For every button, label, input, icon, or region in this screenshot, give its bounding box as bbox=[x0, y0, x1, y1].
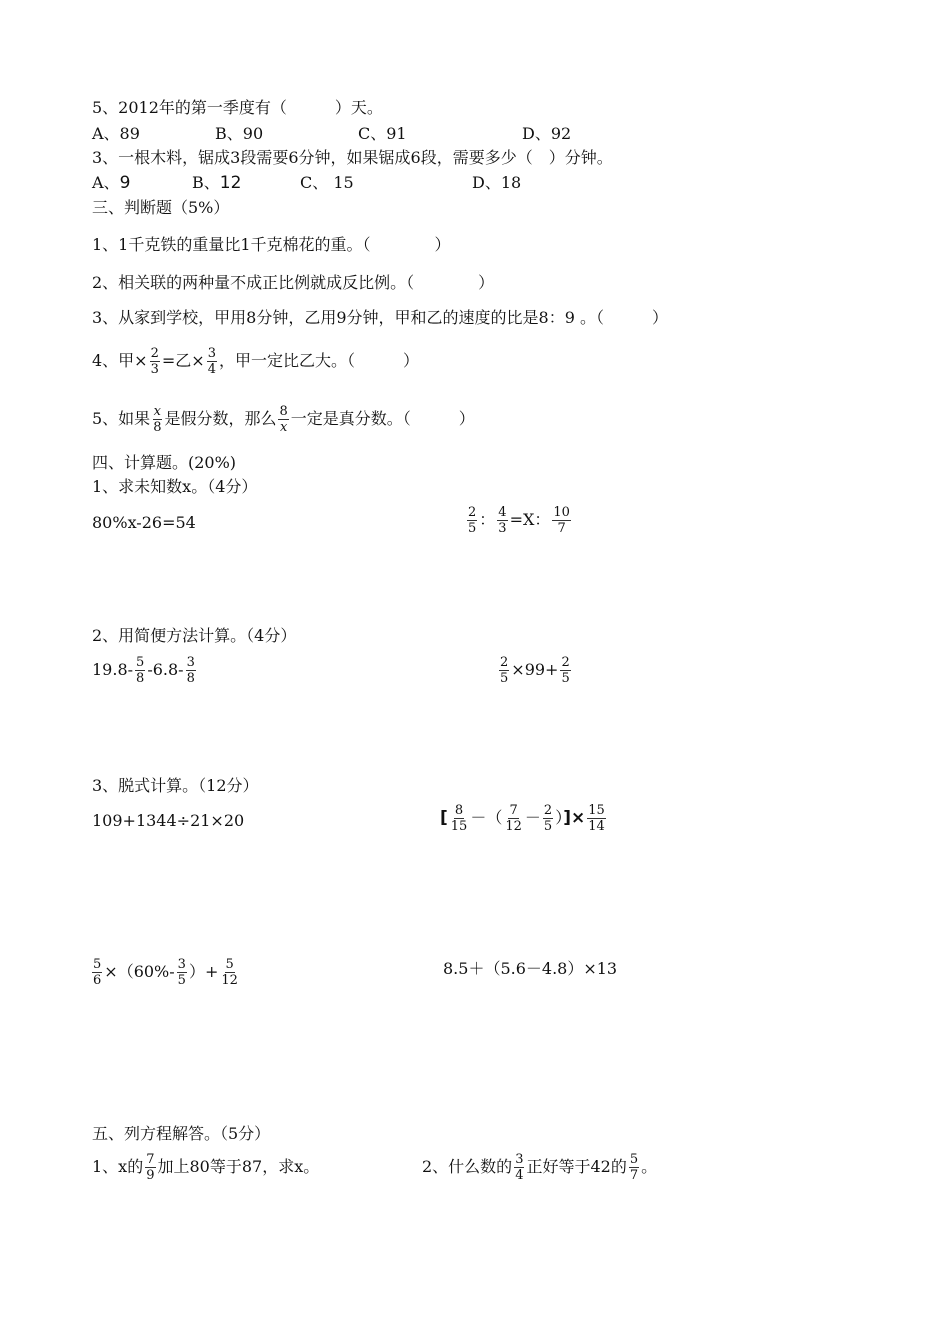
judge-q1: 1、1千克铁的重量比1千克棉花的重。（ ） bbox=[92, 235, 451, 254]
fraction bbox=[135, 655, 145, 686]
calc-s2-e2 bbox=[497, 655, 573, 686]
fraction-denominator: 5 bbox=[561, 671, 570, 686]
equation-q2 bbox=[422, 1152, 657, 1183]
fraction bbox=[278, 404, 288, 435]
calc-s3-e2 bbox=[440, 803, 608, 834]
fraction-denominator: 7 bbox=[557, 521, 566, 536]
calc-s3-e3 bbox=[90, 957, 241, 988]
judge-q2: 2、相关联的两种量不成正比例就成反比例。（ ） bbox=[92, 273, 495, 292]
fraction-denominator: 8 bbox=[186, 671, 195, 686]
calc-s2-heading: 2、用简便方法计算。（4分） bbox=[92, 626, 297, 645]
left-bracket: [ bbox=[440, 808, 448, 828]
fraction bbox=[543, 803, 553, 834]
calc-s3-e4: 8.5＋（5.6－4.8）×13 bbox=[443, 959, 618, 978]
fraction bbox=[629, 1152, 639, 1183]
fraction bbox=[587, 803, 606, 834]
choice-q3-option-a-label: A、 bbox=[92, 173, 120, 192]
choice-q5-option-b: B、90 bbox=[215, 124, 264, 143]
choice-q3-option-c: C、 15 bbox=[300, 173, 354, 192]
choice-q3-text: 3、一根木料，锯成3段需要6分钟，如果锯成6段，需要多少（ ）分钟。 bbox=[92, 148, 613, 167]
judge-q5 bbox=[92, 404, 475, 435]
fraction-denominator: 5 bbox=[500, 671, 509, 686]
equation-q2-part-b: 正好等于42的 bbox=[526, 1157, 627, 1176]
fraction bbox=[450, 803, 469, 834]
calc-s2-e1-part-a: 19.8- bbox=[92, 660, 134, 679]
fraction-denominator: 12 bbox=[505, 819, 522, 834]
fraction-numerator: 2 bbox=[468, 505, 477, 520]
calc-s1-eq2 bbox=[465, 505, 573, 536]
fraction-numerator: 15 bbox=[588, 803, 605, 818]
fraction-numerator: 4 bbox=[498, 505, 507, 520]
judge-heading: 三、判断题（5%） bbox=[92, 198, 230, 217]
fraction-numerator: 5 bbox=[629, 1152, 639, 1167]
calc-s3-e3-part-a: ×（60%- bbox=[104, 962, 175, 981]
fraction-numerator: 3 bbox=[186, 655, 195, 670]
fraction bbox=[92, 957, 102, 988]
fraction-denominator: 5 bbox=[543, 819, 553, 834]
equation-q2-part-c: 。 bbox=[641, 1157, 658, 1176]
calc-s2-e2-part-b: ×99+ bbox=[511, 660, 559, 679]
calc-heading: 四、计算题。(20%) bbox=[92, 453, 237, 472]
equation-q1-part-b: 加上80等于87，求x。 bbox=[157, 1157, 320, 1176]
fraction-denominator bbox=[279, 420, 288, 435]
fraction-denominator: 3 bbox=[150, 362, 159, 377]
fraction-numerator: 7 bbox=[146, 1152, 155, 1167]
fraction bbox=[220, 957, 239, 988]
choice-q5-option-a: A、89 bbox=[92, 124, 140, 143]
fraction-denominator: 5 bbox=[468, 521, 477, 536]
fraction bbox=[467, 505, 477, 536]
calc-s1-eq2-mid: =X： bbox=[509, 510, 551, 529]
judge-q4 bbox=[92, 346, 419, 377]
calc-s3-e2-op1: －（ bbox=[470, 808, 503, 827]
fraction bbox=[504, 803, 523, 834]
calc-s1-eq1: 80%x-26=54 bbox=[92, 513, 196, 532]
fraction-numerator bbox=[153, 404, 162, 420]
fraction bbox=[152, 404, 162, 435]
fraction bbox=[499, 655, 509, 686]
judge-q3: 3、从家到学校，甲用8分钟，乙用9分钟，甲和乙的速度的比是8：9 。（ ） bbox=[92, 308, 668, 327]
fraction bbox=[514, 1152, 524, 1183]
fraction-denominator: 4 bbox=[515, 1168, 524, 1183]
judge-q4-part-a: 4、甲× bbox=[92, 351, 148, 370]
fraction-denominator: 9 bbox=[146, 1168, 155, 1183]
equation-q2-part-a: 2、什么数的 bbox=[422, 1157, 513, 1176]
equation-q1 bbox=[92, 1152, 319, 1183]
calc-s1-heading: 1、求未知数x。（4分） bbox=[92, 477, 258, 496]
choice-q5-option-d: D、92 bbox=[522, 124, 572, 143]
right-bracket-times: ]× bbox=[563, 808, 586, 828]
fraction-numerator: 3 bbox=[177, 957, 186, 972]
fraction bbox=[186, 655, 196, 686]
fraction-denominator: 6 bbox=[93, 973, 102, 988]
choice-q3-option-d: D、18 bbox=[472, 173, 522, 192]
fraction bbox=[145, 1152, 155, 1183]
calc-s3-e3-part-b: ）+ bbox=[188, 962, 219, 981]
variable-x: x bbox=[153, 404, 161, 419]
fraction-numerator: 2 bbox=[150, 346, 159, 361]
judge-q5-part-a: 5、如果 bbox=[92, 409, 151, 428]
fraction bbox=[560, 655, 570, 686]
equation-q1-part-a: 1、x的 bbox=[92, 1157, 144, 1176]
calc-s2-e1-part-b: -6.8- bbox=[147, 660, 184, 679]
fraction-numerator: 2 bbox=[561, 655, 570, 670]
fraction-denominator: 12 bbox=[221, 973, 238, 988]
fraction-numerator: 5 bbox=[93, 957, 102, 972]
judge-q5-part-c: 一定是真分数。（ ） bbox=[290, 409, 475, 428]
colon: ： bbox=[479, 510, 496, 529]
equation-heading: 五、列方程解答。（5分） bbox=[92, 1124, 271, 1143]
fraction-numerator: 3 bbox=[515, 1152, 524, 1167]
fraction-numerator: 8 bbox=[279, 404, 288, 419]
fraction-denominator: 14 bbox=[588, 819, 605, 834]
choice-q5-text: 5、2012年的第一季度有（ ）天。 bbox=[92, 98, 383, 117]
fraction-numerator: 5 bbox=[225, 957, 234, 972]
fraction-numerator: 5 bbox=[136, 655, 145, 670]
calc-s2-e1 bbox=[92, 655, 198, 686]
fraction-numerator: 2 bbox=[500, 655, 509, 670]
fraction-denominator: 5 bbox=[177, 973, 186, 988]
fraction-denominator: 8 bbox=[136, 671, 145, 686]
fraction-numerator: 2 bbox=[543, 803, 553, 818]
calc-s3-heading: 3、脱式计算。（12分） bbox=[92, 776, 259, 795]
fraction-numerator: 7 bbox=[509, 803, 518, 818]
judge-q4-part-c: ，甲一定比乙大。（ ） bbox=[218, 351, 419, 370]
fraction-numerator: 10 bbox=[553, 505, 570, 520]
fraction bbox=[150, 346, 160, 377]
right-paren: ） bbox=[555, 808, 564, 827]
fraction-numerator: 3 bbox=[207, 346, 216, 361]
fraction bbox=[207, 346, 217, 377]
choice-q3-option-b bbox=[192, 173, 241, 193]
choice-q3-option-a-value: 9 bbox=[119, 173, 131, 193]
calc-s3-e1: 109+1344÷21×20 bbox=[92, 811, 245, 830]
choice-q3-option-a bbox=[92, 173, 130, 193]
judge-q5-part-b: 是假分数，那么 bbox=[164, 409, 277, 428]
fraction-numerator: 8 bbox=[454, 803, 464, 818]
fraction bbox=[177, 957, 187, 988]
fraction-denominator: 7 bbox=[629, 1168, 639, 1183]
fraction bbox=[497, 505, 507, 536]
judge-q4-part-b: =乙× bbox=[161, 351, 205, 370]
variable-x: x bbox=[279, 420, 288, 435]
choice-q5-option-c: C、91 bbox=[358, 124, 407, 143]
calc-s3-e2-op2: － bbox=[524, 808, 541, 827]
choice-q3-option-b-value: 12 bbox=[219, 173, 242, 193]
choice-q3-option-b-label: B、 bbox=[192, 173, 220, 192]
fraction-denominator: 3 bbox=[498, 521, 507, 536]
fraction-denominator: 8 bbox=[153, 420, 162, 435]
fraction bbox=[552, 505, 571, 536]
fraction-denominator: 15 bbox=[450, 819, 468, 834]
fraction-denominator: 4 bbox=[207, 362, 216, 377]
